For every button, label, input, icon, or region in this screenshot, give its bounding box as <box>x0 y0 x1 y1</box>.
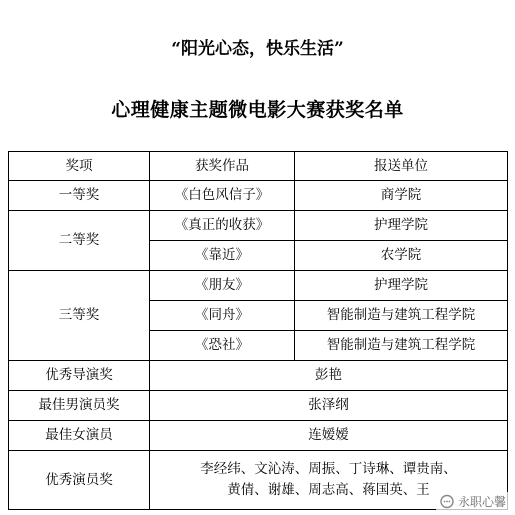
work-cell: 《真正的收获》 <box>150 211 295 241</box>
unit-cell: 商学院 <box>295 181 508 211</box>
document-title: 心理健康主题微电影大赛获奖名单 <box>111 99 404 121</box>
winner-cell: 彭艳 <box>150 361 508 391</box>
award-cell: 优秀导演奖 <box>9 361 150 391</box>
award-cell: 一等奖 <box>9 181 150 211</box>
header-work: 获奖作品 <box>150 152 295 181</box>
header-unit: 报送单位 <box>295 152 508 181</box>
winner-cell: 连嫒嫒 <box>150 421 508 451</box>
slogan: “阳光心态，快乐生活” <box>171 39 344 59</box>
unit-cell: 护理学院 <box>295 271 508 301</box>
unit-cell: 智能制造与建筑工程学院 <box>295 301 508 331</box>
watermark <box>436 492 509 511</box>
unit-cell: 农学院 <box>295 241 508 271</box>
work-cell: 《恐社》 <box>150 331 295 361</box>
work-cell: 《白色风信子》 <box>150 181 295 211</box>
table-row <box>9 271 508 301</box>
table-row <box>9 451 508 510</box>
winner-line-2: 黄倩、谢雄、周志高、蒋国英、王 <box>227 482 430 498</box>
chat-bubble-icon <box>439 494 455 510</box>
award-cell: 二等奖 <box>9 211 150 271</box>
award-cell: 最佳女演员 <box>9 421 150 451</box>
table-row <box>9 181 508 211</box>
table-header-row <box>9 152 508 181</box>
unit-cell: 护理学院 <box>295 211 508 241</box>
winner-line-1: 李经纬、文沁涛、周振、丁诗琳、谭贵南、 <box>200 461 457 477</box>
work-cell: 《朋友》 <box>150 271 295 301</box>
table-row <box>9 421 508 451</box>
table-row <box>9 391 508 421</box>
award-cell: 优秀演员奖 <box>9 451 150 510</box>
award-cell: 最佳男演员奖 <box>9 391 150 421</box>
work-cell: 《靠近》 <box>150 241 295 271</box>
winner-cell: 张泽纲 <box>150 391 508 421</box>
header-award: 奖项 <box>9 152 150 181</box>
award-cell: 三等奖 <box>9 271 150 361</box>
work-cell: 《同舟》 <box>150 301 295 331</box>
table-row <box>9 361 508 391</box>
table-row <box>9 211 508 241</box>
watermark-text: 永职心馨 <box>457 495 506 509</box>
unit-cell: 智能制造与建筑工程学院 <box>295 331 508 361</box>
award-table <box>8 151 508 510</box>
